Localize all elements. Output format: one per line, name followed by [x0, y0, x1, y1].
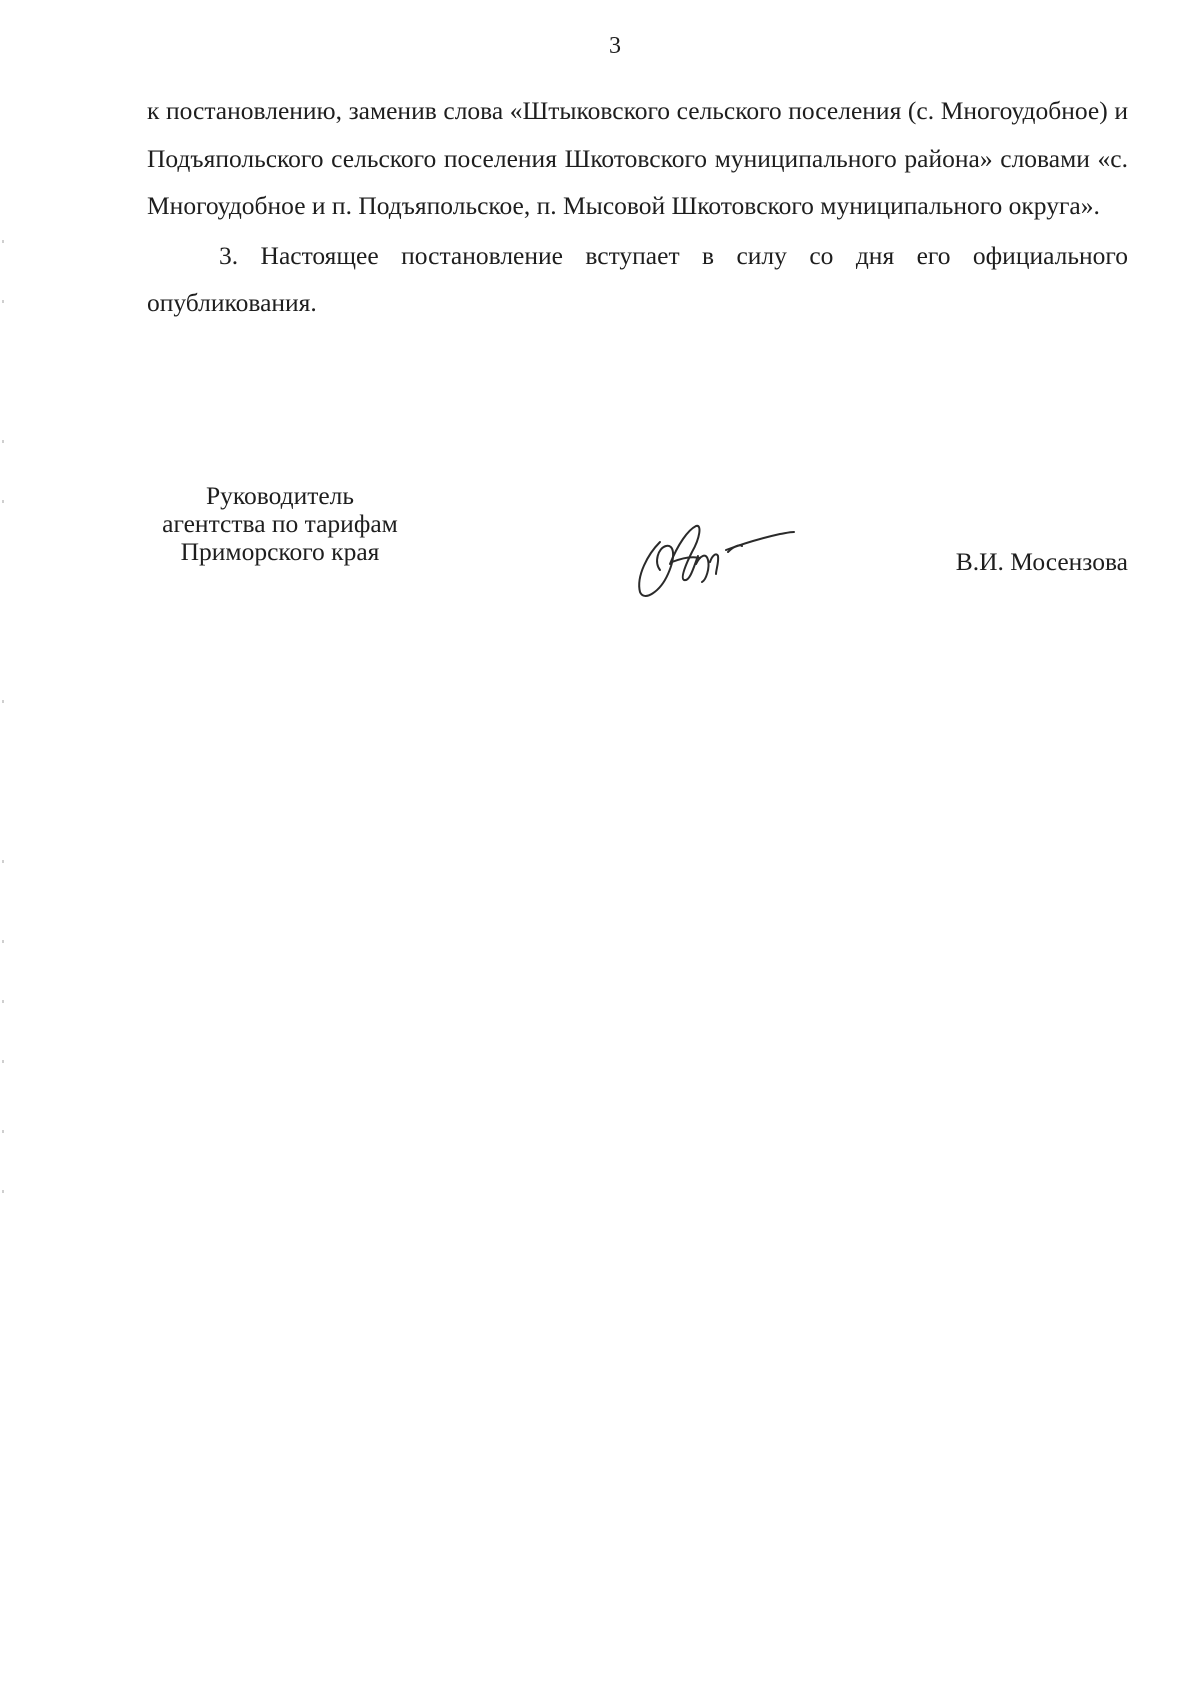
document-body [147, 87, 1128, 327]
page-number: 3 [609, 33, 621, 59]
signatory-position-line: агентства по тарифам [162, 509, 398, 538]
handwritten-signature [630, 504, 800, 604]
signatory-position [130, 482, 430, 566]
body-paragraph-3: 3. Настоящее постановление вступает в силу со дня его официального опубликования. [147, 240, 1128, 317]
signatory-position-line: Руководитель [205, 481, 355, 510]
body-paragraph-continuation: к постановлению, заменив слова «Штыковского сельского поселения (с. Многоудобное) и Подъяпольского сельского поселения Шкотовского муниципального района» словами «с. Многоудобное и п. Подъяпольское, п. Мысовой Шкотовского муниципального округа». [147, 96, 1128, 220]
scan-edge-marks [2, 240, 5, 1340]
signatory-position-line: Приморского края [180, 537, 380, 566]
signatory-name: В.И. Мосензова [955, 547, 1128, 576]
